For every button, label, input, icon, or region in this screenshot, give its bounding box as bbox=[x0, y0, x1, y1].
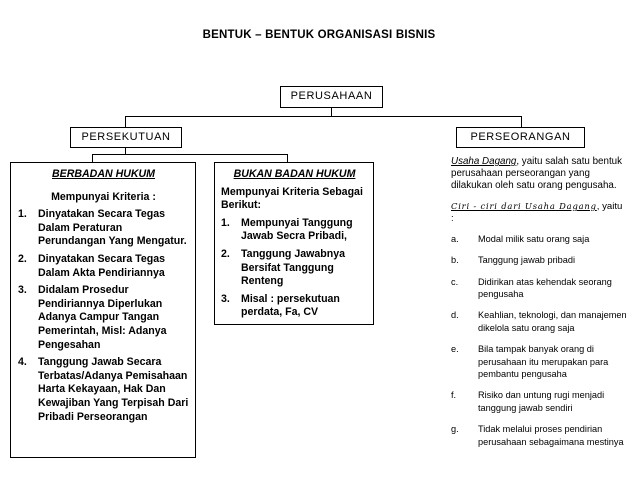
list-item bbox=[221, 248, 368, 289]
connector-horizontal bbox=[125, 116, 522, 117]
list-item bbox=[451, 309, 627, 334]
item-letter: e. bbox=[451, 344, 459, 355]
usaha-dagang-term: Usaha Dagang bbox=[451, 156, 517, 167]
item-number: 1. bbox=[221, 216, 230, 229]
list-item bbox=[451, 233, 627, 245]
item-text: Didirikan atas kehendak seorang pengusaha bbox=[478, 276, 612, 300]
item-letter: d. bbox=[451, 310, 459, 321]
list-item bbox=[18, 208, 189, 249]
connector-root-down bbox=[331, 107, 332, 116]
node-perusahaan: PERUSAHAAN bbox=[280, 86, 383, 108]
perseorangan-description bbox=[451, 156, 627, 457]
item-text: Mempunyai Tanggung Jawab Secra Pribadi, bbox=[241, 216, 353, 243]
item-number: 3. bbox=[18, 284, 27, 297]
item-letter: f. bbox=[451, 390, 457, 401]
connector-right-down bbox=[521, 116, 522, 127]
item-text: Tanggung jawab pribadi bbox=[478, 255, 576, 266]
bukan-badan-hukum-subheading: Mempunyai Kriteria Sebagai Berikut: bbox=[221, 185, 363, 212]
list-item bbox=[451, 423, 627, 448]
item-text: Tidak melalui proses pendirian perusahaan sebagaimana mestinya bbox=[478, 424, 624, 447]
ciri-label: Ciri - ciri dari Usaha Dagang bbox=[451, 201, 597, 211]
list-item bbox=[451, 254, 627, 266]
item-text: Bila tampak banyak orang di perusahaan itu merupakan para pembantu pengusaha bbox=[478, 344, 609, 380]
list-item bbox=[18, 356, 189, 424]
list-item bbox=[451, 389, 627, 414]
list-item bbox=[451, 276, 627, 301]
item-letter: g. bbox=[451, 424, 459, 435]
ciri-list bbox=[451, 233, 627, 448]
item-text: Risiko dan untung rugi menjadi tanggung jawab sendiri bbox=[478, 390, 605, 413]
berbadan-hukum-subheading: Mempunyai Kriteria : bbox=[51, 190, 156, 203]
item-text: Modal milik satu orang saja bbox=[478, 233, 590, 244]
berbadan-hukum-heading: BERBADAN HUKUM bbox=[52, 168, 155, 180]
berbadan-hukum-list bbox=[18, 208, 189, 424]
list-item bbox=[221, 217, 368, 244]
item-text: Didalam Prosedur Pendiriannya Diperlukan Adanya Campur Tangan Pemerintah, Misl: Adanya Pengesahan bbox=[38, 284, 167, 351]
page-title: BENTUK – BENTUK ORGANISASI BISNIS bbox=[202, 29, 436, 41]
panel-berbadan-hukum bbox=[10, 162, 196, 458]
ciri-heading bbox=[451, 200, 627, 226]
item-number: 4. bbox=[18, 356, 27, 369]
node-perseorangan: PERSEORANGAN bbox=[456, 127, 585, 148]
connector-berbadan-down bbox=[92, 154, 93, 162]
usaha-dagang-definition: , yaitu salah satu bentuk perusahaan perseorangan yang dilakukan oleh satu orang pengusaha. bbox=[451, 156, 623, 191]
item-letter: a. bbox=[451, 233, 459, 244]
node-persekutuan: PERSEKUTUAN bbox=[70, 127, 182, 148]
item-text: Dinyatakan Secara Tegas Dalam Peraturan Perundangan Yang Mengatur. bbox=[38, 208, 187, 248]
list-item bbox=[221, 293, 368, 320]
item-text: Misal : persekutuan perdata, Fa, CV bbox=[241, 292, 340, 319]
panel-bukan-badan-hukum bbox=[214, 162, 374, 325]
bukan-badan-hukum-heading: BUKAN BADAN HUKUM bbox=[233, 168, 356, 180]
item-text: Tanggung Jawabnya Bersifat Tanggung Renteng bbox=[241, 247, 345, 288]
item-text: Dinyatakan Secara Tegas Dalam Akta Pendiriannya bbox=[38, 252, 165, 279]
ciri-suffix: , yaitu : bbox=[451, 201, 623, 225]
item-number: 3. bbox=[221, 292, 230, 305]
bukan-badan-hukum-list bbox=[221, 217, 368, 320]
item-number: 1. bbox=[18, 208, 27, 221]
item-number: 2. bbox=[18, 252, 27, 265]
connector-split-horizontal bbox=[92, 154, 288, 155]
item-text: Keahlian, teknologi, dan manajemen dikelola satu orang saja bbox=[478, 310, 627, 333]
list-item bbox=[18, 253, 189, 280]
perseorangan-intro bbox=[451, 156, 627, 192]
list-item bbox=[451, 343, 627, 380]
item-text: Tanggung Jawab Secara Terbatas/Adanya Pemisahaan Harta Kekayaan, Hak Dan Kewajiban Yang Terpisah Dari Pribadi Perseorangan bbox=[38, 356, 189, 423]
item-letter: c. bbox=[451, 276, 459, 287]
connector-bukan-down bbox=[287, 154, 288, 162]
item-number: 2. bbox=[221, 247, 230, 260]
connector-left-down bbox=[125, 116, 126, 127]
list-item bbox=[18, 284, 189, 352]
item-letter: b. bbox=[451, 255, 459, 266]
